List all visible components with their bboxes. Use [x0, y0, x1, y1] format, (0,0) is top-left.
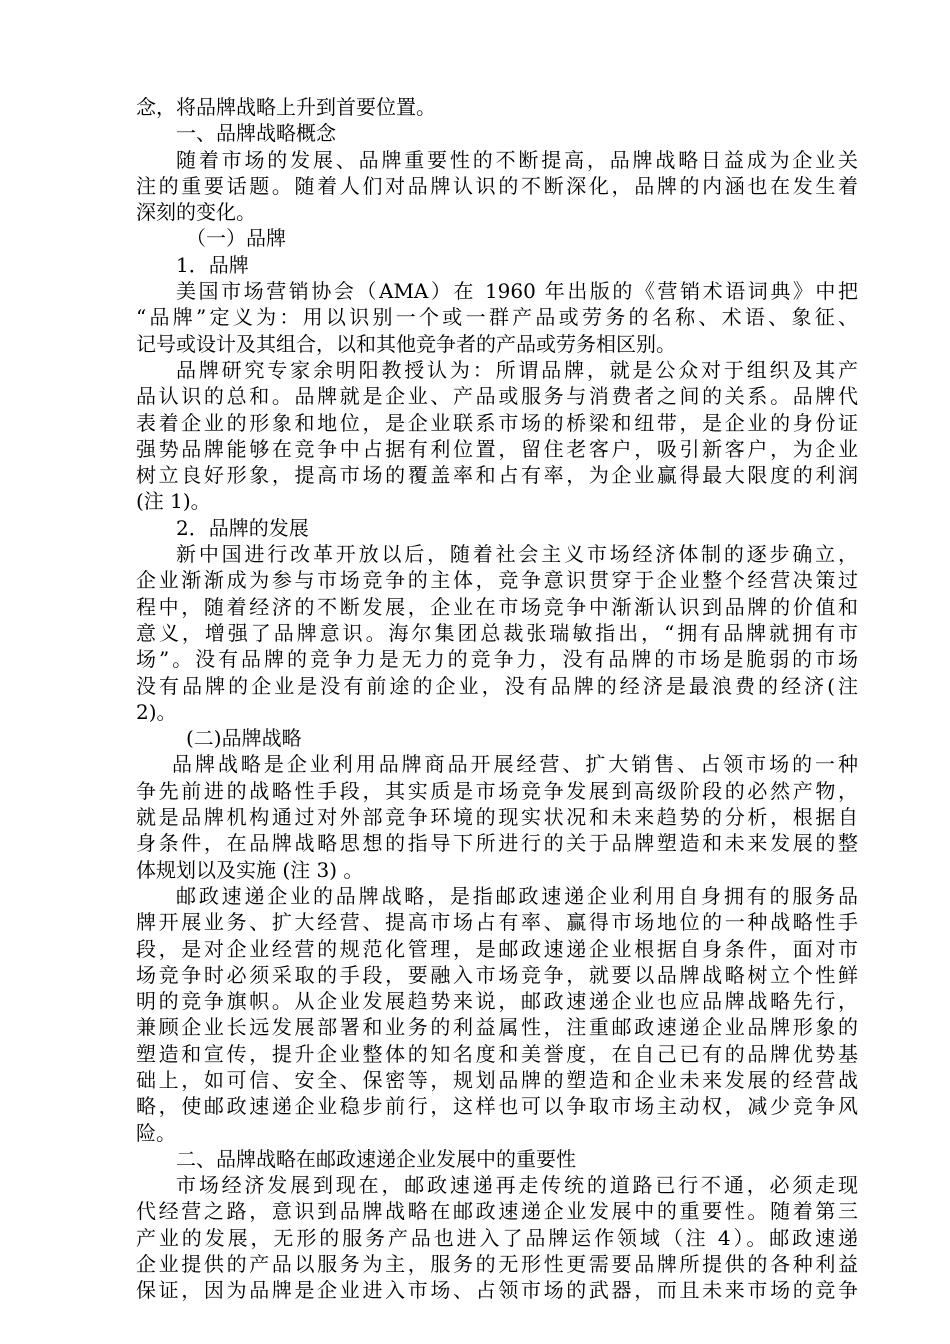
text-line: 企业提供的产品以服务为主，服务的无形性更需要品牌所提供的各种利益: [136, 1252, 858, 1277]
text-line: 就是品牌机构通过对外部竞争环境的现实状况和未来趋势的分析，根据自: [136, 805, 858, 830]
text-line: 明的竞争旗帜。从企业发展趋势来说，邮政速递企业也应品牌战略先行，: [136, 989, 858, 1014]
text-line: 品牌研究专家余明阳教授认为：所谓品牌，就是公众对于组织及其产: [176, 357, 858, 382]
text-line: (注 1)。: [136, 489, 211, 514]
text-line: 强势品牌能够在竞争中占据有利位置，留住老客户，吸引新客户，为企业: [136, 436, 858, 461]
subsection-heading: （一）品牌: [186, 226, 286, 251]
text-line: 深刻的变化。: [136, 200, 256, 225]
text-line: 兼顾企业长远发展部署和业务的利益属性，注重邮政速递企业品牌形象的: [136, 1015, 858, 1040]
text-line: 塑造和宣传，提升企业整体的知名度和美誉度，在自己已有的品牌优势基: [136, 1041, 858, 1066]
text-line: 企业渐渐成为参与市场竞争的主体，竞争意识贯穿于企业整个经营决策过: [136, 568, 858, 593]
text-line: 记号或设计及其组合，以和其他竞争者的产品或劳务相区别。: [136, 331, 676, 356]
text-line: “品牌”定义为：用以识别一个或一群产品或劳务的名称、术语、象征、: [136, 305, 858, 330]
text-line: 代经营之路，意识到品牌战略在邮政速递企业发展中的重要性。随着第三: [136, 1199, 858, 1224]
text-line: 美国市场营销协会（AMA）在 1960 年出版的《营销术语词典》中把: [176, 279, 858, 304]
text-line: 础上，如可信、安全、保密等，规划品牌的塑造和企业未来发展的经营战: [136, 1067, 858, 1092]
text-line: 段，是对企业经营的规范化管理，是邮政速递企业根据自身条件，面对市: [136, 936, 858, 961]
text-line: 牌开展业务、扩大经营、提高市场占有率、赢得市场地位的一种战略性手: [136, 910, 858, 935]
text-line: 品认识的总和。品牌就是企业、产品或服务与消费者之间的关系。品牌代: [136, 384, 858, 409]
text-line: 身条件，在品牌战略思想的指导下所进行的关于品牌塑造和未来发展的整: [136, 831, 858, 856]
text-line: 邮政速递企业的品牌战略，是指邮政速递企业利用自身拥有的服务品: [176, 883, 858, 908]
text-line: 争先前进的战略性手段，其实质是市场竞争发展到高级阶段的必然产物，: [136, 778, 858, 803]
text-line: 随着市场的发展、品牌重要性的不断提高，品牌战略日益成为企业关: [176, 147, 858, 172]
text-line: 念，将品牌战略上升到首要位置。: [136, 95, 436, 119]
text-line: 产业的发展，无形的服务产品也进入了品牌运作领域（注 4）。邮政速递: [136, 1225, 858, 1250]
text-line: 注的重要话题。随着人们对品牌认识的不断深化，品牌的内涵也在发生着: [136, 173, 858, 198]
text-line: 体规划以及实施 (注 3) 。: [136, 857, 364, 882]
text-line: 市场经济发展到现在，邮政速递再走传统的道路已行不通，必须走现: [176, 1173, 858, 1198]
text-line: 保证，因为品牌是企业进入市场、占领市场的武器，而且未来市场的竞争: [136, 1278, 858, 1303]
text-line: 没有品牌的企业是没有前途的企业，没有品牌的经济是最浪费的经济(注: [136, 673, 858, 698]
text-line: 略，使邮政速递企业稳步前行，这样也可以争取市场主动权，减少竞争风: [136, 1094, 858, 1119]
text-line: 2)。: [136, 699, 177, 724]
text-line: 险。: [136, 1120, 176, 1145]
text-line: 场”。没有品牌的竞争力是无力的竞争力，没有品牌的市场是脆弱的市场: [136, 647, 858, 672]
section-heading: 一、品牌战略概念: [176, 121, 336, 146]
text-line: 树立良好形象，提高市场的覆盖率和占有率，为企业赢得最大限度的利润: [136, 463, 858, 488]
text-line: 新中国进行改革开放以后，随着社会主义市场经济体制的逐步确立，: [176, 542, 858, 567]
text-line: 表着企业的形象和地位，是企业联系市场的桥梁和纽带，是企业的身份证: [136, 410, 858, 435]
subsection-heading: (二)品牌战略: [186, 726, 302, 751]
subsection-heading: 2．品牌的发展: [176, 515, 309, 540]
text-line: 品牌战略是企业利用品牌商品开展经营、扩大销售、占领市场的一种: [172, 752, 858, 777]
text-line: 程中，随着经济的不断发展，企业在市场竞争中渐渐认识到品牌的价值和: [136, 594, 858, 619]
text-line: 场竞争时必须采取的手段，要融入市场竞争，就要以品牌战略树立个性鲜: [136, 962, 858, 987]
section-heading: 二、品牌战略在邮政速递企业发展中的重要性: [176, 1146, 576, 1171]
subsection-heading: 1．品牌: [176, 252, 249, 277]
document-page: [136, 94, 858, 1304]
text-line: 意义，增强了品牌意识。海尔集团总裁张瑞敏指出，“拥有品牌就拥有市: [136, 620, 858, 645]
